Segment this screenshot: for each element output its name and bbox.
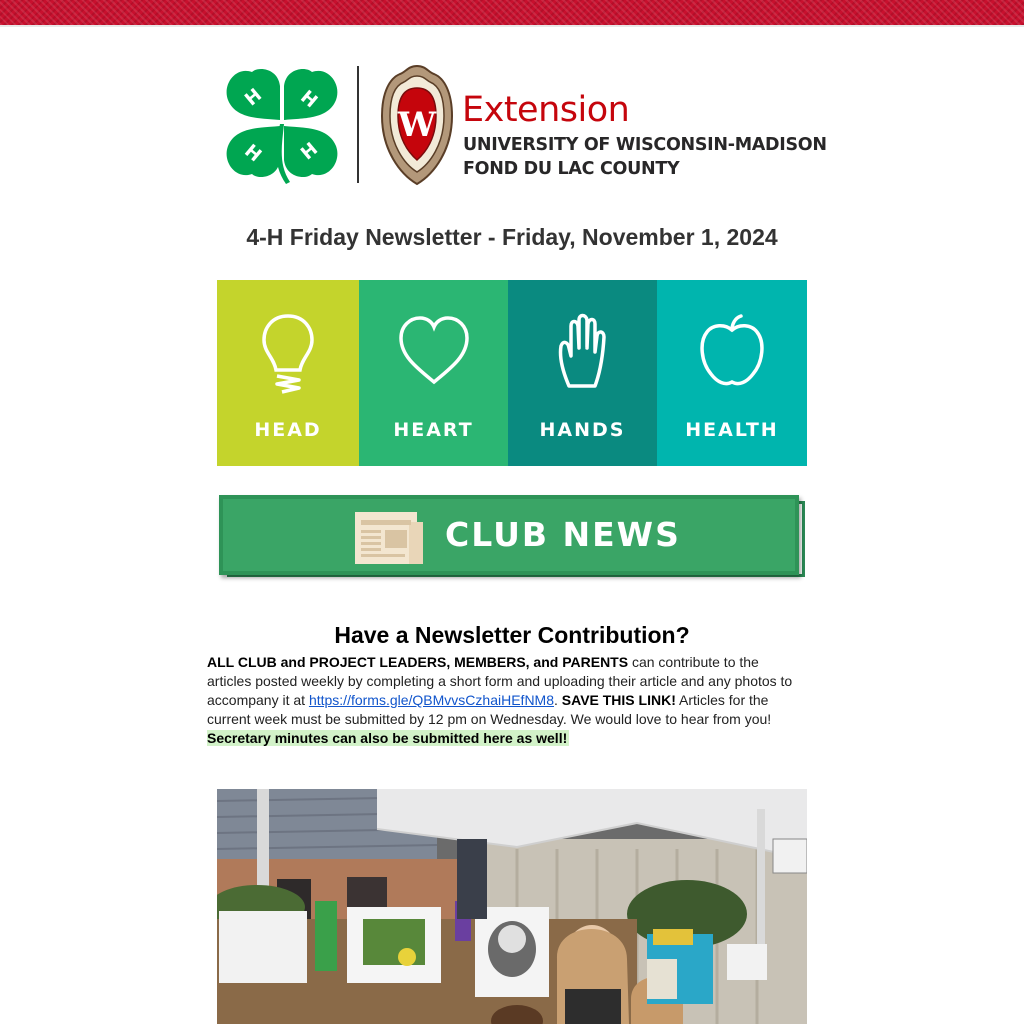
- newsletter-title: 4-H Friday Newsletter - Friday, November 1, 2024: [246, 224, 778, 250]
- extension-wordmark: Extension: [462, 90, 630, 130]
- save-link-notice: SAVE THIS LINK!: [561, 692, 676, 708]
- contribution-heading: Have a Newsletter Contribution?: [334, 622, 690, 648]
- svg-text:H: H: [240, 140, 266, 167]
- contribution-text-1: can contribute to the articles posted weekly by completing a short form and uploading their article and any photos to accompany it at: [207, 654, 793, 708]
- pillar-health: [657, 280, 807, 466]
- pillar-heart-label: HEART: [393, 419, 474, 441]
- contribution-paragraph: [207, 653, 807, 748]
- club-news-label: CLUB NEWS: [445, 515, 681, 554]
- pillar-health-label: HEALTH: [685, 419, 779, 441]
- university-name: UNIVERSITY OF WISCONSIN-MADISON: [463, 135, 827, 155]
- form-link[interactable]: https://forms.gle/QBMvvsCzhaiHEfNM8: [308, 692, 554, 708]
- pillar-head-label: HEAD: [254, 419, 322, 441]
- svg-text:H: H: [296, 86, 322, 113]
- apple-icon: [697, 312, 767, 396]
- uw-crest-icon: [378, 64, 456, 186]
- contribution-text-3: Articles for the current week must be submitted by 12 pm on Wednesday. We would love to hear from you!: [207, 692, 772, 727]
- logo-divider: [357, 66, 359, 183]
- hand-icon: [555, 312, 611, 396]
- club-booth-photo: [217, 789, 807, 1024]
- contribution-audience: ALL CLUB and PROJECT LEADERS, MEMBERS, and PARENTS: [207, 654, 629, 670]
- club-news-banner: [219, 495, 811, 583]
- four-h-pillars-banner: [217, 280, 807, 466]
- top-red-bar: [0, 0, 1024, 27]
- pillar-head: [217, 280, 359, 466]
- header-logos: [222, 62, 827, 187]
- contribution-text-2: .: [554, 692, 562, 708]
- pillar-hands-label: HANDS: [539, 419, 626, 441]
- county-name: FOND DU LAC COUNTY: [463, 159, 680, 179]
- svg-text:H: H: [296, 138, 323, 165]
- photo-illustration: [217, 789, 807, 1024]
- crest-letter: W: [397, 105, 437, 145]
- newspaper-icon: [351, 510, 425, 566]
- secretary-minutes-highlight: Secretary minutes can also be submitted here as well!: [207, 730, 568, 746]
- pillar-hands: [508, 280, 657, 466]
- lightbulb-icon: [258, 312, 318, 396]
- heart-icon: [397, 312, 471, 396]
- svg-text:H: H: [240, 84, 267, 111]
- four-h-clover-icon: [222, 64, 342, 186]
- pillar-heart: [359, 280, 508, 466]
